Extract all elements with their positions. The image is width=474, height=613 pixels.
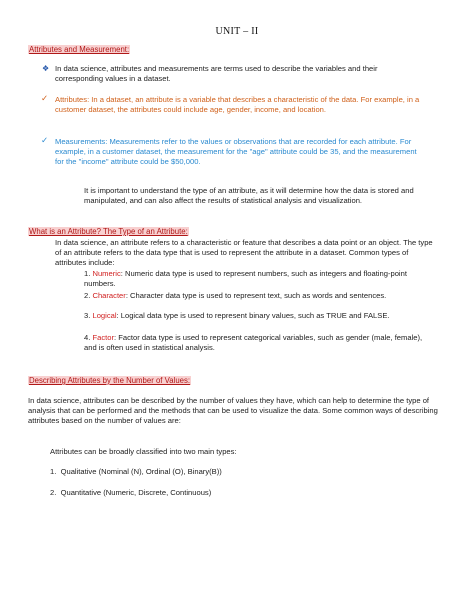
attribute-type-item [84,311,426,321]
item-description: : Logical data type is used to represent binary values, such as TRUE and FALSE. [116,311,390,320]
attribute-type-item [84,269,426,289]
paragraph-attribute-type-importance: It is important to understand the type of an attribute, as it will determine how the data is stored and manipulated, and can also affect the results of statistical analysis and visualization. [84,186,414,205]
checkmark-icon: ✓ [41,93,49,103]
list-item [50,488,211,498]
bullet-measurements-definition: Measurements: Measurements refer to the values or observations that are recorded for each attribute. For example, in a customer dataset, the measurement for the "age" attribute could be 35, and the measurement for the "income" attribute could be $50,000. [55,137,417,166]
bullet-attributes-definition: Attributes: In a dataset, an attribute is a variable that describes a characteristic of the data. For example, in a customer dataset, the attributes could include age, gender, income, and location. [55,95,420,114]
checkmark-icon: ✓ [41,135,49,145]
item-number: 3. [84,311,91,320]
section-heading-text: What is an Attribute? The Type of an Attribute: [29,227,188,236]
item-number: 2. [50,488,57,497]
paragraph-describing-attributes: In data science, attributes can be described by the number of values they have, which can help to determine the type of analysis that can be performed and the methods that can be used to visualize the data. Some common ways of describing attributes based on the number of values are: [28,396,438,425]
item-type-name: Logical [92,311,117,320]
item-number: 4. [84,333,91,342]
page-title: UNIT – II [215,26,259,37]
attribute-type-item [84,333,426,353]
item-type-name: Factor [92,333,114,342]
section-heading-attributes-measurement [28,45,130,55]
item-description: : Factor data type is used to represent categorical variables, such as gender (male, female), and is often used in statistical analysis. [84,333,423,352]
section-heading-text: Describing Attributes by the Number of Values: [29,376,191,385]
item-text: Qualitative (Nominal (N), Ordinal (O), Binary(B)) [60,467,222,476]
item-description: : Numeric data type is used to represent numbers, such as integers and floating-point numbers. [84,269,407,288]
section-heading-describing-attributes [28,376,191,386]
section-heading-text: Attributes and Measurement: [29,45,130,54]
item-text: Quantitative (Numeric, Discrete, Continuous) [60,488,212,497]
item-type-name: Character [92,291,126,300]
item-number: 2. [84,291,91,300]
item-number: 1. [50,467,57,476]
item-description: : Character data type is used to represent text, such as words and sentences. [125,291,387,300]
list-item [50,467,222,477]
diamond-arrow-bullet-icon: ❖ [42,64,50,73]
attribute-type-item [84,291,426,301]
bullet-attributes-measurement-intro: In data science, attributes and measurements are terms used to describe the variables and their corresponding values in a dataset. [55,64,378,83]
item-number: 1. [84,269,91,278]
section-heading-what-is-attribute [28,227,189,237]
item-type-name: Numeric [92,269,121,278]
paragraph-attribute-definition: In data science, an attribute refers to a characteristic or feature that describes a data point or an object. The type of an attribute refers to the data type that is used to represent the attribute in a dataset. Common types of attributes include: [55,238,433,267]
paragraph-classification: Attributes can be broadly classified into two main types: [50,447,237,456]
